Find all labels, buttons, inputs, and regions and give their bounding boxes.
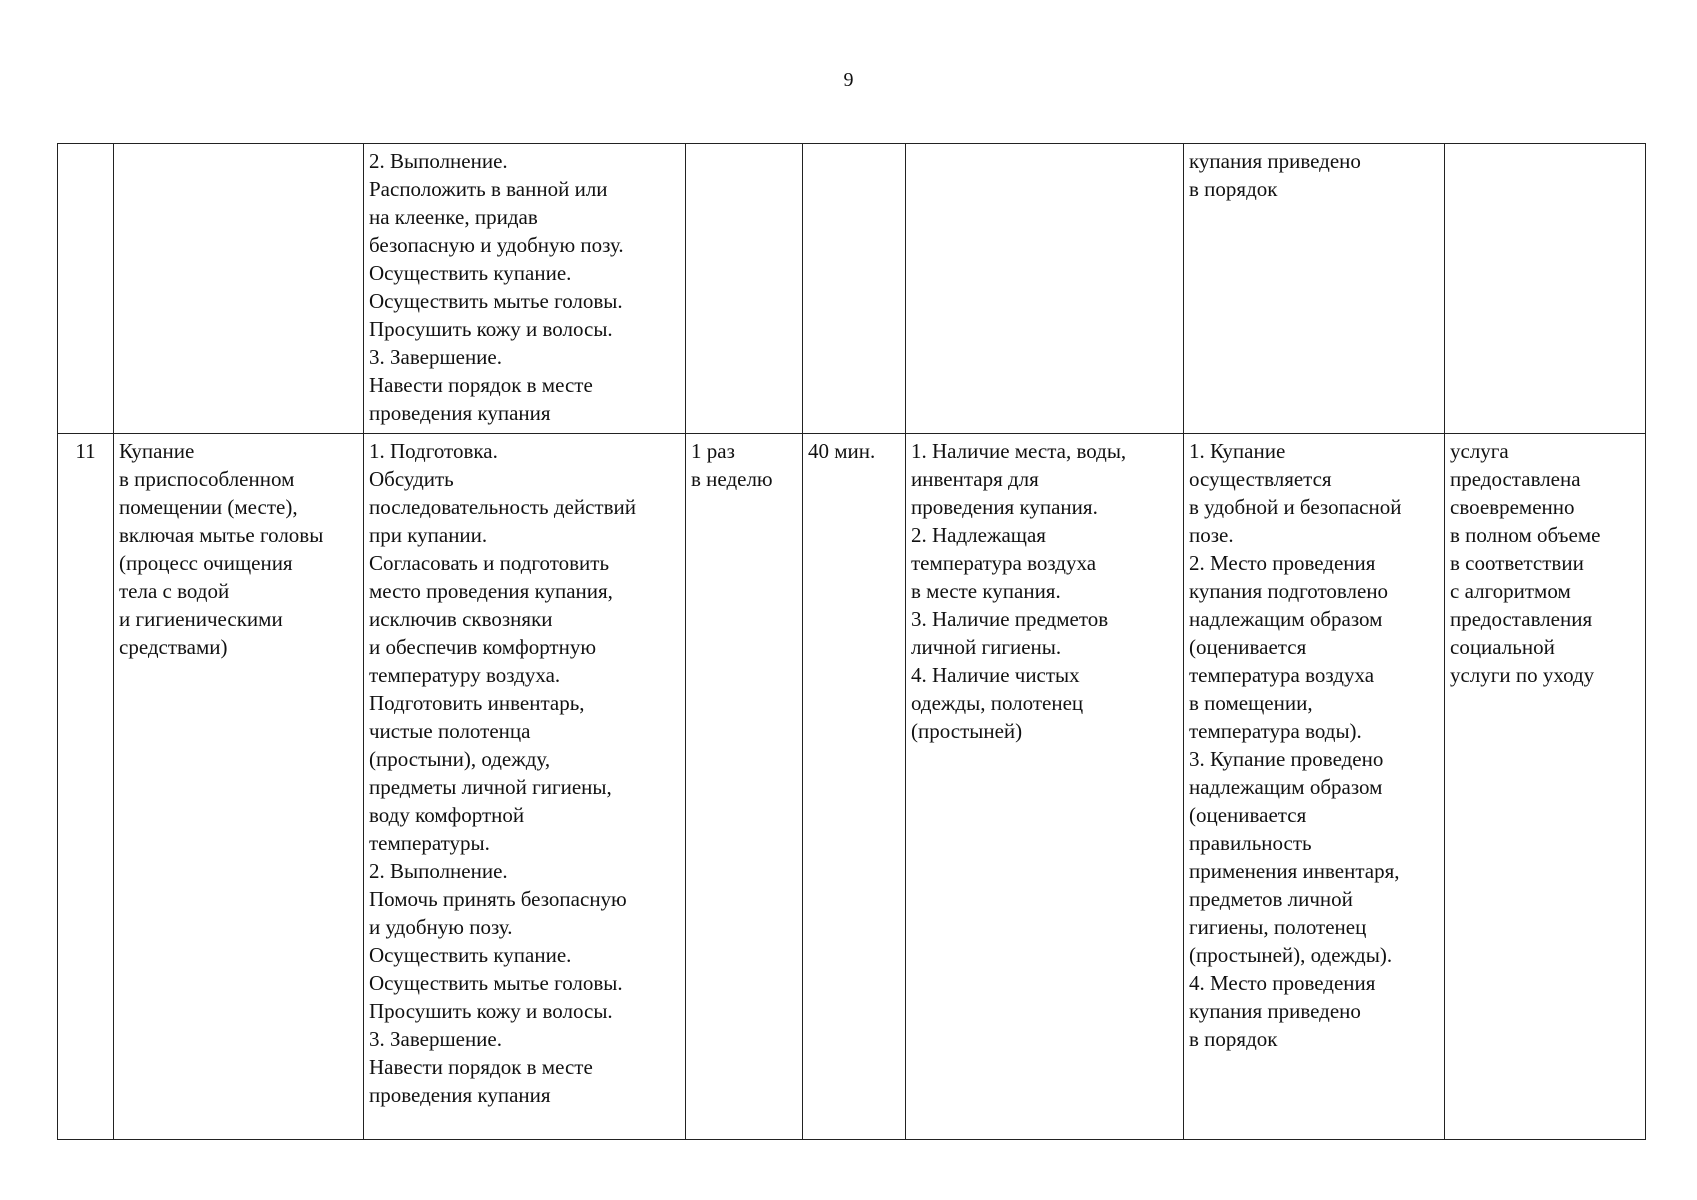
cell-result: услуга предоставлена своевременно в полном объеме в соответствии с алгоритмом предоставления социальной услуги по уходу: [1445, 434, 1646, 1140]
cell-conditions: [906, 144, 1184, 434]
cell-service-name: Купание в приспособленном помещении (месте), включая мытье головы (процесс очищения тела с водой и гигиеническими средствами): [114, 434, 364, 1140]
cell-conditions: 1. Наличие места, воды, инвентаря для проведения купания. 2. Надлежащая температура воздуха в месте купания. 3. Наличие предметов личной гигиены. 4. Наличие чистых одежды, полотенец (простыней): [906, 434, 1184, 1140]
cell-duration: 40 мин.: [803, 434, 906, 1140]
page-number: 9: [843, 69, 854, 91]
service-standards-table: [57, 143, 1646, 1140]
table-row: [58, 144, 1646, 434]
cell-procedure-steps: 2. Выполнение. Расположить в ванной или на клеенке, придав безопасную и удобную позу. Осуществить купание. Осуществить мытье головы. Просушить кожу и волосы. 3. Завершение. Навести порядок в месте проведения купания: [364, 144, 686, 434]
table-row: [58, 434, 1646, 1140]
cell-quality-indicators: 1. Купание осуществляется в удобной и безопасной позе. 2. Место проведения купания подготовлено надлежащим образом (оценивается температура воздуха в помещении, температура воды). 3. Купание проведено надлежащим образом (оценивается правильность применения инвентаря, предметов личной гигиены, полотенец (простыней), одежды). 4. Место проведения купания приведено в порядок: [1184, 434, 1445, 1140]
cell-number: [58, 144, 114, 434]
cell-frequency: [686, 144, 803, 434]
cell-frequency: 1 раз в неделю: [686, 434, 803, 1140]
cell-quality-indicators: купания приведено в порядок: [1184, 144, 1445, 434]
cell-duration: [803, 144, 906, 434]
cell-service-name: [114, 144, 364, 434]
cell-result: [1445, 144, 1646, 434]
cell-number: 11: [58, 434, 114, 1140]
cell-procedure-steps: 1. Подготовка. Обсудить последовательность действий при купании. Согласовать и подготовить место проведения купания, исключив сквозняки и обеспечив комфортную температуру воздуха. Подготовить инвентарь, чистые полотенца (простыни), одежду, предметы личной гигиены, воду комфортной температуры. 2. Выполнение. Помочь принять безопасную и удобную позу. Осуществить купание. Осуществить мытье головы. Просушить кожу и волосы. 3. Завершение. Навести порядок в месте проведения купания: [364, 434, 686, 1140]
